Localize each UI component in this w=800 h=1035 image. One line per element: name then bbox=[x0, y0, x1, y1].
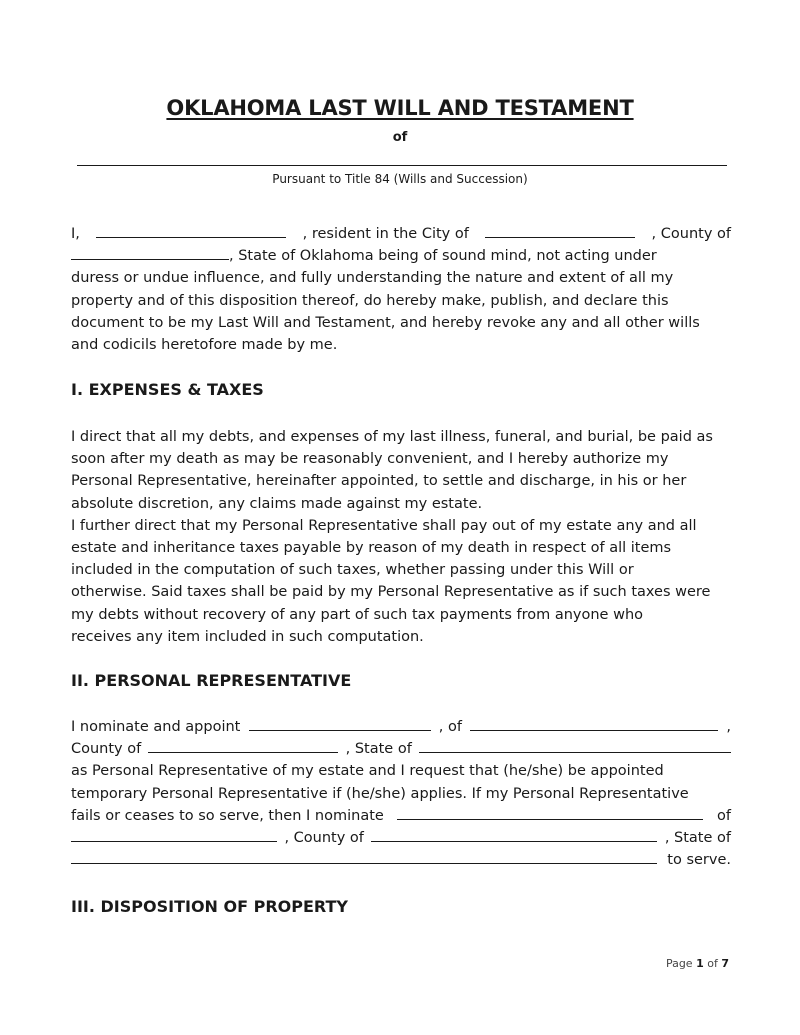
intro-line: , State of Oklahoma being of sound mind, not acting under bbox=[71, 245, 731, 267]
county-blank[interactable] bbox=[71, 245, 229, 260]
representative-address-blank[interactable] bbox=[470, 716, 718, 731]
page-number: Page 1 of 7 bbox=[665, 957, 729, 970]
testator-name-line[interactable] bbox=[77, 165, 727, 166]
paragraph-line: included in the computation of such taxes, whether passing under this Will or bbox=[71, 562, 634, 579]
alternate-state-blank[interactable] bbox=[71, 849, 657, 864]
paragraph-line: estate and inheritance taxes payable by reason of my death in respect of all items bbox=[71, 539, 672, 556]
intro-line: and codicils heretofore made by me. bbox=[71, 336, 338, 353]
intro-line: I, , resident in the City of , County of bbox=[71, 223, 731, 245]
intro-paragraph bbox=[71, 223, 731, 356]
paragraph-line: County of , State of bbox=[71, 738, 731, 760]
paragraph-line: Personal Representative, hereinafter appointed, to settle and discharge, in his or her bbox=[71, 473, 687, 490]
city-blank[interactable] bbox=[485, 223, 635, 238]
paragraph-line: I further direct that my Personal Representative shall pay out of my estate any and all bbox=[71, 517, 697, 534]
alternate-address-blank[interactable] bbox=[71, 827, 277, 842]
paragraph-line: absolute discretion, any claims made against my estate. bbox=[71, 495, 483, 512]
paragraph-line: soon after my death as may be reasonably convenient, and I hereby authorize my bbox=[71, 451, 669, 468]
paragraph-line: receives any item included in such computation. bbox=[71, 628, 424, 645]
paragraph-line: to serve. bbox=[71, 849, 731, 871]
expenses-paragraph bbox=[71, 426, 731, 648]
intro-line: property and of this disposition thereof, do hereby make, publish, and declare this bbox=[71, 292, 669, 309]
paragraph-line: I direct that all my debts, and expenses of my last illness, funeral, and burial, be paid as bbox=[71, 429, 713, 445]
section-heading-expenses: I. EXPENSES & TAXES bbox=[71, 380, 264, 399]
section-heading-representative: II. PERSONAL REPRESENTATIVE bbox=[71, 671, 352, 690]
paragraph-line: fails or ceases to so serve, then I nominate of bbox=[71, 805, 731, 827]
intro-line: duress or undue influence, and fully understanding the nature and extent of all my bbox=[71, 270, 674, 287]
document-title: OKLAHOMA LAST WILL AND TESTAMENT bbox=[166, 96, 634, 120]
representative-county-blank[interactable] bbox=[148, 738, 338, 753]
paragraph-line: , County of , State of bbox=[71, 827, 731, 849]
of-label: of bbox=[392, 130, 408, 145]
representative-state-blank[interactable] bbox=[419, 738, 731, 753]
paragraph-line: I nominate and appoint , of , bbox=[71, 716, 731, 738]
paragraph-line: otherwise. Said taxes shall be paid by my Personal Representative as if such taxes were bbox=[71, 584, 711, 601]
paragraph-line: as Personal Representative of my estate and I request that (he/she) be appointed bbox=[71, 763, 664, 780]
document-subtitle: Pursuant to Title 84 (Wills and Succession) bbox=[272, 172, 528, 186]
section-heading-disposition: III. DISPOSITION OF PROPERTY bbox=[71, 897, 349, 916]
testator-name-blank[interactable] bbox=[96, 223, 286, 238]
paragraph-line: my debts without recovery of any part of such tax payments from anyone who bbox=[71, 606, 644, 623]
representative-paragraph bbox=[71, 716, 731, 871]
representative-name-blank[interactable] bbox=[249, 716, 431, 731]
alternate-representative-blank[interactable] bbox=[397, 805, 703, 820]
intro-line: document to be my Last Will and Testament, and hereby revoke any and all other wills bbox=[71, 314, 700, 331]
paragraph-line: temporary Personal Representative if (he/she) applies. If my Personal Representative bbox=[71, 785, 689, 802]
alternate-county-blank[interactable] bbox=[371, 827, 657, 842]
